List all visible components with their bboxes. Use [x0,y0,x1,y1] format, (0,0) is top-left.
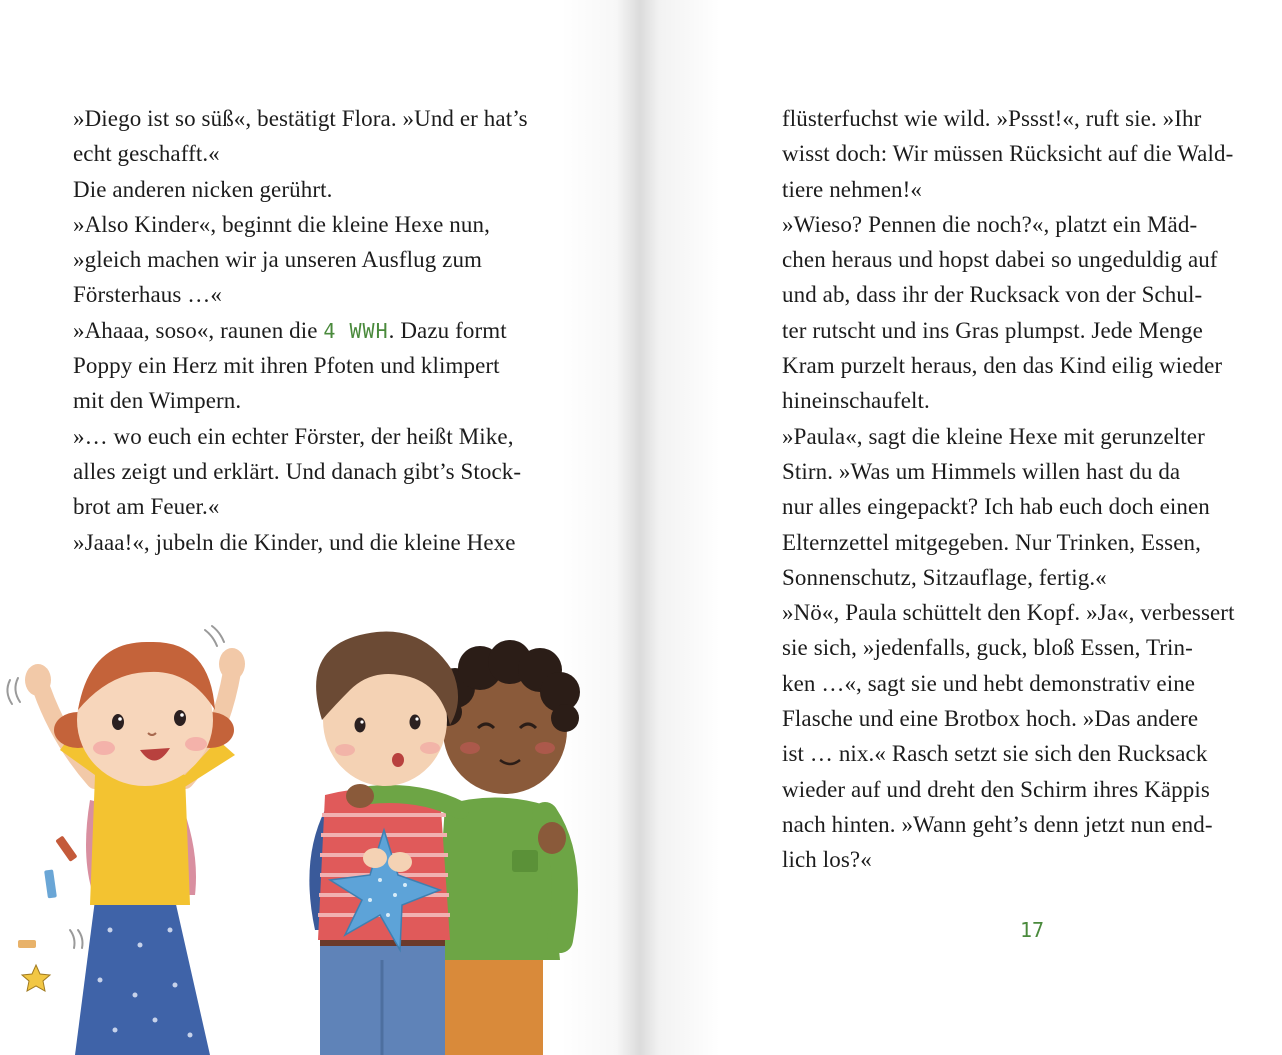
text-line: lich los?« [782,847,872,873]
text-line: alles zeigt und erklärt. Und danach gibt’s Stock- [73,458,522,484]
girl-character-icon [25,642,245,1055]
text-line: echt geschafft.« [73,141,220,167]
text-fragment: . Dazu formt [388,317,507,343]
boy-striped-shirt-icon [309,632,460,1055]
text-line: und ab, dass ihr der Rucksack von der Schul- [782,282,1203,308]
text-line: Försterhaus …« [73,282,222,308]
text-line: mit den Wimpern. [73,388,242,414]
wwh-label: 4 WWH [323,318,389,343]
children-illustration [0,600,600,1055]
text-line: »… wo euch ein echter Förster, der heißt Mike, [73,423,514,449]
text-line: ter rutscht und ins Gras plumpst. Jede Menge [782,317,1203,343]
text-line: »gleich machen wir ja unseren Ausflug zum [73,247,483,273]
text-line-with-label [73,313,593,348]
text-line: tiere nehmen!« [782,176,922,202]
text-line: Stirn. »Was um Himmels willen hast du da [782,458,1181,484]
text-line: Kram purzelt heraus, den das Kind eilig wieder [782,353,1223,379]
text-line: wisst doch: Wir müssen Rücksicht auf die Wald- [782,141,1234,167]
text-line: sie sich, »jedenfalls, guck, bloß Essen, Trin- [782,635,1193,661]
text-line: hineinschaufelt. [782,388,930,414]
text-line: »Diego ist so süß«, bestätigt Flora. »Und er hat’s [73,106,528,131]
text-line: nur alles eingepackt? Ich hab euch doch einen [782,494,1210,520]
text-line: chen heraus und hopst dabei so ungeduldig auf [782,247,1218,273]
text-line: ken …«, sagt sie und hebt demonstrativ eine [782,670,1196,696]
text-line: »Wieso? Pennen die noch?«, platzt ein Mäd- [782,211,1198,237]
text-line: »Jaaa!«, jubeln die Kinder, und die kleine Hexe [73,529,516,555]
text-line: Poppy ein Herz mit ihren Pfoten und klimpert [73,353,500,379]
text-line: nach hinten. »Wann geht’s denn jetzt nun end- [782,811,1213,837]
text-line: brot am Feuer.« [73,494,220,520]
text-line: flüsterfuchst wie wild. »Pssst!«, ruft sie. »Ihr [782,106,1202,131]
text-line: Flasche und eine Brotbox hoch. »Das andere [782,706,1199,732]
left-page-text [73,101,593,560]
text-line: wieder auf und dreht den Schirm ihres Käppis [782,776,1210,802]
text-fragment: »Ahaaa, soso«, raunen die [73,317,324,343]
text-line: »Also Kinder«, beginnt die kleine Hexe nun, [73,211,490,237]
text-line: Elternzettel mitgegeben. Nur Trinken, Essen, [782,529,1201,555]
crayon-icon [18,835,78,948]
star-icon [22,965,50,991]
text-line: ist … nix.« Rasch setzt sie sich den Rucksack [782,741,1208,767]
text-line: Sonnenschutz, Sitzauflage, fertig.« [782,564,1107,590]
text-line: Die anderen nicken gerührt. [73,176,333,202]
text-line: »Paula«, sagt die kleine Hexe mit gerunzelter [782,423,1205,449]
right-page-text [782,101,1282,878]
text-line: »Nö«, Paula schüttelt den Kopf. »Ja«, verbessert [782,600,1235,626]
page-number: 17 [1019,918,1045,942]
